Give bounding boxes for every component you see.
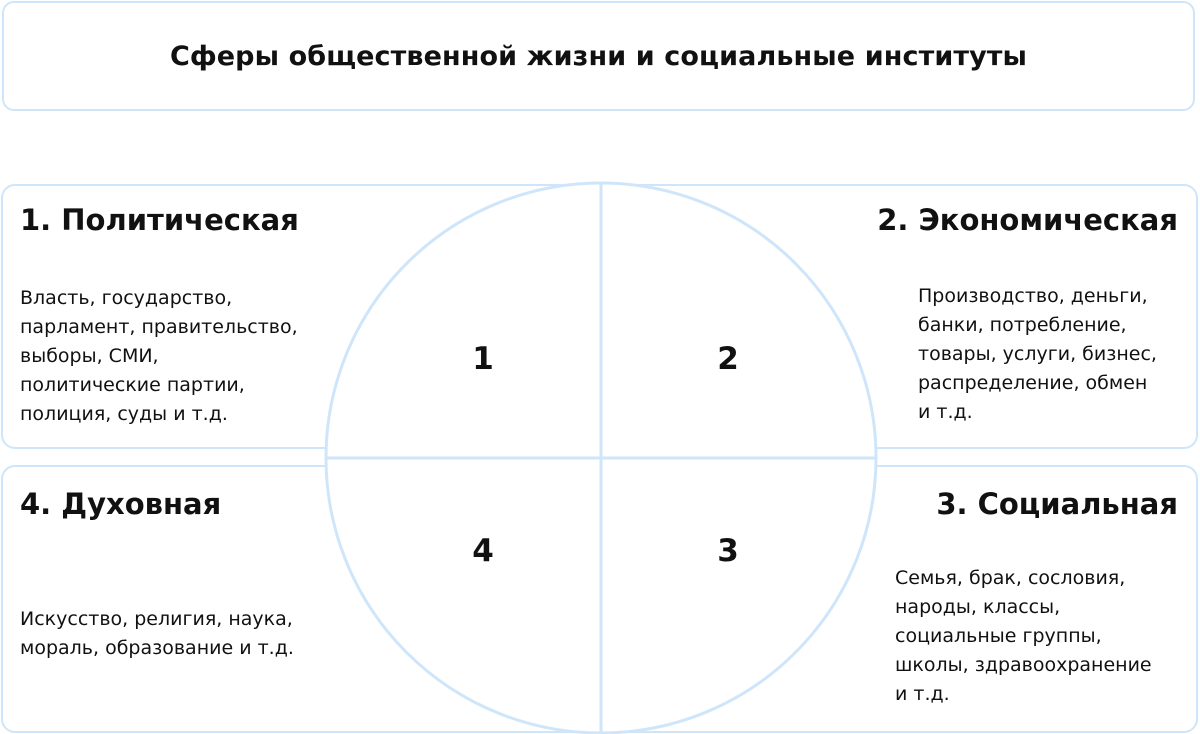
economic-line: Производство, деньги, — [918, 285, 1148, 307]
social-line: и т.д. — [895, 683, 950, 705]
political-description — [20, 284, 298, 429]
political-heading: 1. Политическая — [20, 203, 299, 237]
spiritual-heading: 4. Духовная — [20, 487, 222, 521]
quadrant-number-4: 4 — [472, 533, 494, 569]
political-line: полиция, суды и т.д. — [20, 403, 228, 425]
political-line: политические партии, — [20, 374, 245, 396]
spiritual-line: Искусство, религия, наука, — [20, 608, 293, 630]
spiritual-description — [20, 605, 294, 663]
economic-line: распределение, обмен — [918, 372, 1148, 394]
social-description — [895, 564, 1152, 709]
quadrant-number-3: 3 — [717, 533, 739, 569]
social-line: Семья, брак, сословия, — [895, 567, 1126, 589]
political-line: Власть, государство, — [20, 287, 233, 309]
economic-description — [918, 282, 1157, 427]
economic-line: банки, потребление, — [918, 314, 1127, 336]
political-line: парламент, правительство, — [20, 316, 298, 338]
political-line: выборы, СМИ, — [20, 345, 159, 367]
social-heading: 3. Социальная — [936, 487, 1178, 521]
social-line: школы, здравоохранение — [895, 654, 1152, 676]
economic-line: и т.д. — [918, 401, 973, 423]
spiritual-line: мораль, образование и т.д. — [20, 637, 294, 659]
quadrant-number-1: 1 — [472, 341, 494, 377]
economic-heading: 2. Экономическая — [877, 203, 1178, 237]
social-line: социальные группы, — [895, 625, 1102, 647]
social-line: народы, классы, — [895, 596, 1061, 618]
quadrant-number-2: 2 — [717, 341, 739, 377]
economic-line: товары, услуги, бизнес, — [918, 343, 1157, 365]
diagram-title: Сферы общественной жизни и социальные институты — [169, 40, 1028, 72]
